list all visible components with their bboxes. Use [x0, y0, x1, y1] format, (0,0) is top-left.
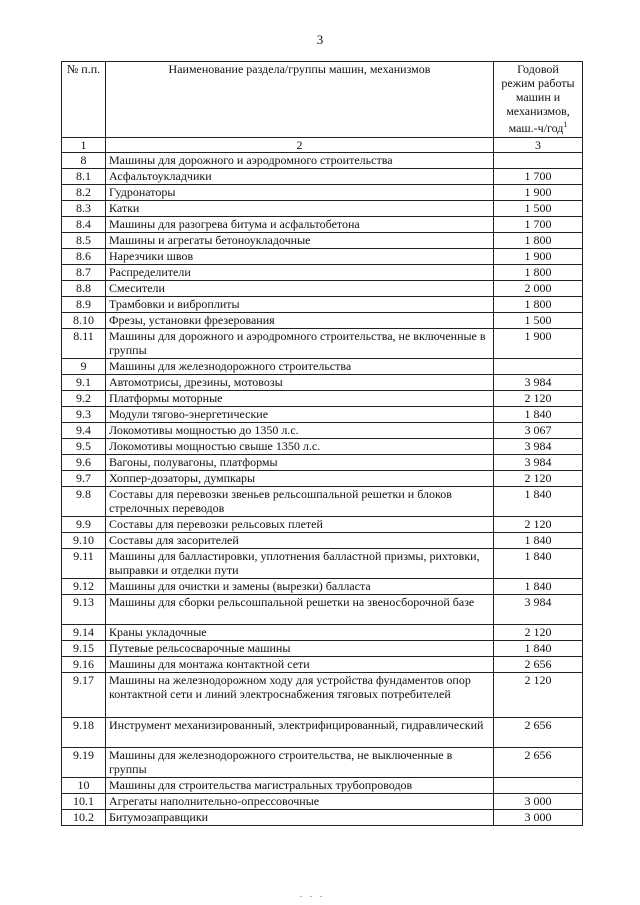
row-value: 2 120 [494, 517, 583, 533]
row-value: 1 700 [494, 217, 583, 233]
table-row [62, 185, 583, 201]
column-number-row [62, 138, 583, 153]
row-value: 2 656 [494, 748, 583, 778]
row-name: Вагоны, полувагоны, платформы [106, 455, 494, 471]
row-name: Локомотивы мощностью до 1350 л.с. [106, 423, 494, 439]
row-name: Машины для дорожного и аэродромного строительства [106, 153, 494, 169]
row-value: 3 984 [494, 439, 583, 455]
row-number: 9.12 [62, 579, 106, 595]
row-name: Нарезчики швов [106, 249, 494, 265]
row-name: Смесители [106, 281, 494, 297]
row-number: 9.5 [62, 439, 106, 455]
column-number: 3 [494, 138, 583, 153]
row-name: Модули тягово-энергетические [106, 407, 494, 423]
row-value [494, 153, 583, 169]
row-number: 9.3 [62, 407, 106, 423]
table-row [62, 533, 583, 549]
table-row [62, 549, 583, 579]
row-number: 10 [62, 778, 106, 794]
row-name: Машины для строительства магистральных трубопроводов [106, 778, 494, 794]
row-number: 9.11 [62, 549, 106, 579]
row-value: 1 840 [494, 579, 583, 595]
row-number: 8.11 [62, 329, 106, 359]
table-row [62, 391, 583, 407]
row-number: 9 [62, 359, 106, 375]
header-line: машин и [515, 90, 561, 104]
table-row [62, 329, 583, 359]
table-row [62, 595, 583, 625]
row-name: Краны укладочные [106, 625, 494, 641]
row-name: Хоппер-дозаторы, думпкары [106, 471, 494, 487]
row-name: Фрезы, установки фрезерования [106, 313, 494, 329]
row-number: 10.2 [62, 810, 106, 826]
row-name: Машины и агрегаты бетоноукладочные [106, 233, 494, 249]
row-value: 1 800 [494, 297, 583, 313]
row-value: 1 800 [494, 233, 583, 249]
row-name: Составы для перевозки рельсовых плетей [106, 517, 494, 533]
row-name: Трамбовки и виброплиты [106, 297, 494, 313]
row-number: 9.1 [62, 375, 106, 391]
table-row [62, 625, 583, 641]
row-name: Путевые рельсосварочные машины [106, 641, 494, 657]
footer-mark: . . . [300, 890, 325, 899]
table-row [62, 748, 583, 778]
row-name: Машины для дорожного и аэродромного строительства, не включенные в группы [106, 329, 494, 359]
row-value: 1 840 [494, 487, 583, 517]
row-value [494, 778, 583, 794]
machinery-table [61, 61, 583, 826]
row-number: 9.13 [62, 595, 106, 625]
row-value: 1 700 [494, 169, 583, 185]
table-row [62, 375, 583, 391]
table-row [62, 153, 583, 169]
row-value: 1 800 [494, 265, 583, 281]
row-name: Машины для железнодорожного строительства [106, 359, 494, 375]
row-value: 3 984 [494, 375, 583, 391]
table-row [62, 359, 583, 375]
table-row [62, 281, 583, 297]
row-number: 8.2 [62, 185, 106, 201]
row-number: 9.2 [62, 391, 106, 407]
table-row [62, 407, 583, 423]
table-row [62, 471, 583, 487]
table-row [62, 794, 583, 810]
table-row [62, 579, 583, 595]
row-name: Асфальтоукладчики [106, 169, 494, 185]
row-number: 8.5 [62, 233, 106, 249]
row-number: 9.14 [62, 625, 106, 641]
row-name: Гудронаторы [106, 185, 494, 201]
table-row [62, 313, 583, 329]
row-value: 2 120 [494, 625, 583, 641]
table-row [62, 810, 583, 826]
row-value: 2 656 [494, 718, 583, 748]
row-name: Автомотрисы, дрезины, мотовозы [106, 375, 494, 391]
row-value: 1 840 [494, 549, 583, 579]
row-number: 8.10 [62, 313, 106, 329]
row-number: 8.9 [62, 297, 106, 313]
column-number: 1 [62, 138, 106, 153]
row-value: 3 984 [494, 455, 583, 471]
table-row [62, 487, 583, 517]
table-body [62, 153, 583, 826]
row-number: 8.1 [62, 169, 106, 185]
row-number: 8.7 [62, 265, 106, 281]
header-line: механизмов, [506, 104, 570, 118]
row-number: 9.18 [62, 718, 106, 748]
row-value: 2 120 [494, 471, 583, 487]
row-number: 10.1 [62, 794, 106, 810]
row-name: Инструмент механизированный, электрифицированный, гидравлический [106, 718, 494, 748]
row-name: Машины для сборки рельсошпальной решетки на звеносборочной базе [106, 595, 494, 625]
row-name: Машины для железнодорожного строительства, не выключенные в группы [106, 748, 494, 778]
row-number: 9.9 [62, 517, 106, 533]
row-value: 2 120 [494, 673, 583, 718]
table-row [62, 657, 583, 673]
row-value: 1 840 [494, 641, 583, 657]
header-line: Годовой [517, 62, 559, 76]
row-value [494, 359, 583, 375]
row-name: Машины для балластировки, уплотнения балластной призмы, рихтовки, выправки и отделки пути [106, 549, 494, 579]
table-row [62, 641, 583, 657]
row-number: 9.15 [62, 641, 106, 657]
row-name: Катки [106, 201, 494, 217]
row-name: Распределители [106, 265, 494, 281]
row-name: Составы для засорителей [106, 533, 494, 549]
row-number: 9.4 [62, 423, 106, 439]
row-value: 1 840 [494, 533, 583, 549]
row-name: Машины на железнодорожном ходу для устройства фундаментов опор контактной сети и линий электроснабжения тяговых потребителей [106, 673, 494, 718]
table-row [62, 249, 583, 265]
row-number: 8.4 [62, 217, 106, 233]
row-number: 9.16 [62, 657, 106, 673]
row-name: Платформы моторные [106, 391, 494, 407]
table-row [62, 217, 583, 233]
row-name: Составы для перевозки звеньев рельсошпальной решетки и блоков стрелочных переводов [106, 487, 494, 517]
row-name: Локомотивы мощностью свыше 1350 л.с. [106, 439, 494, 455]
row-value: 1 500 [494, 201, 583, 217]
header-annual-mode [494, 62, 583, 138]
header-line: режим работы [501, 76, 575, 90]
table-row [62, 169, 583, 185]
row-number: 8.6 [62, 249, 106, 265]
row-name: Агрегаты наполнительно-опрессовочные [106, 794, 494, 810]
row-value: 3 984 [494, 595, 583, 625]
table-row [62, 439, 583, 455]
table-row [62, 201, 583, 217]
header-number: № п.п. [62, 62, 106, 138]
row-value: 1 900 [494, 249, 583, 265]
row-value: 1 900 [494, 329, 583, 359]
row-name: Машины для монтажа контактной сети [106, 657, 494, 673]
row-name: Машины для разогрева битума и асфальтобетона [106, 217, 494, 233]
header-unit [497, 118, 579, 135]
row-value: 2 000 [494, 281, 583, 297]
row-number: 8.8 [62, 281, 106, 297]
row-number: 9.19 [62, 748, 106, 778]
row-name: Битумозаправщики [106, 810, 494, 826]
table-row [62, 718, 583, 748]
row-value: 1 840 [494, 407, 583, 423]
table-row [62, 265, 583, 281]
row-number: 9.8 [62, 487, 106, 517]
table-row [62, 517, 583, 533]
row-number: 8.3 [62, 201, 106, 217]
row-value: 2 120 [494, 391, 583, 407]
table-row [62, 455, 583, 471]
row-number: 9.6 [62, 455, 106, 471]
table-row [62, 673, 583, 718]
row-value: 2 656 [494, 657, 583, 673]
table-row [62, 778, 583, 794]
row-number: 9.10 [62, 533, 106, 549]
page-number: 3 [316, 32, 324, 47]
header-name: Наименование раздела/группы машин, механизмов [106, 62, 494, 138]
header-unit-text: маш.-ч/год [508, 121, 564, 135]
row-value: 1 900 [494, 185, 583, 201]
row-number: 8 [62, 153, 106, 169]
row-value: 3 067 [494, 423, 583, 439]
header-footnote-mark: 1 [563, 120, 568, 129]
row-number: 9.7 [62, 471, 106, 487]
row-number: 9.17 [62, 673, 106, 718]
table-row [62, 233, 583, 249]
table-row [62, 423, 583, 439]
table-header-row [62, 62, 583, 138]
column-number: 2 [106, 138, 494, 153]
row-value: 1 500 [494, 313, 583, 329]
table-row [62, 297, 583, 313]
row-name: Машины для очистки и замены (вырезки) балласта [106, 579, 494, 595]
row-value: 3 000 [494, 810, 583, 826]
row-value: 3 000 [494, 794, 583, 810]
